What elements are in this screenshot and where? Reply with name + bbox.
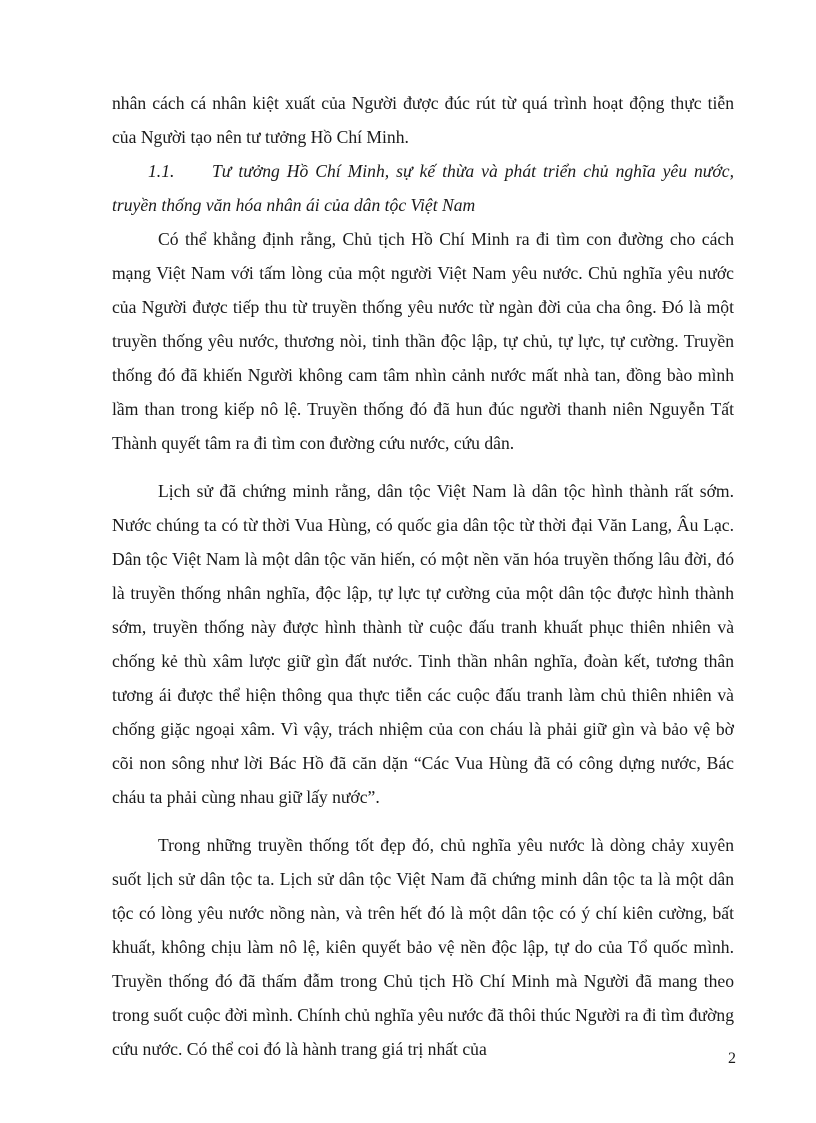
section-heading [112, 154, 734, 222]
paragraph-tradition: Trong những truyền thống tốt đẹp đó, chủ nghĩa yêu nước là dòng chảy xuyên suốt lịch sử dân tộc ta. Lịch sử dân tộc Việt Nam đã chứng minh dân tộc ta là một dân tộc có lòng yêu nước nồng nàn, và trên hết đó là một dân tộc có ý chí kiên cường, bất khuất, không chịu làm nô lệ, kiên quyết bảo vệ nền độc lập, tự do của Tổ quốc mình. Truyền thống đó đã thấm đẫm trong Chủ tịch Hồ Chí Minh mà Người đã mang theo trong suốt cuộc đời mình. Chính chủ nghĩa yêu nước đã thôi thúc Người ra đi tìm đường cứu nước. Có thể coi đó là hành trang giá trị nhất của [112, 835, 734, 1059]
paragraph-patriotism-origin: Có thể khẳng định rằng, Chủ tịch Hồ Chí Minh ra đi tìm con đường cho cách mạng Việt Nam với tấm lòng của một người Việt Nam yêu nước. Chủ nghĩa yêu nước của Người được tiếp thu từ truyền thống yêu nước từ ngàn đời của cha ông. Đó là một truyền thống yêu nước, thương nòi, tinh thần độc lập, tự chủ, tự lực, tự cường. Truyền thống đó đã khiến Người không cam tâm nhìn cảnh nước mất nhà tan, đồng bào mình lầm than trong kiếp nô lệ. Truyền thống đó đã hun đúc người thanh niên Nguyễn Tất Thành quyết tâm ra đi tìm con đường cứu nước, cứu dân. [112, 229, 734, 453]
section-title: Tư tưởng Hồ Chí Minh, sự kế thừa và phát triển chủ nghĩa yêu nước, truyền thống văn hóa nhân ái của dân tộc Việt Nam [112, 161, 734, 215]
page-number: 2 [728, 1050, 736, 1067]
section-number: 1.1. [148, 161, 175, 181]
paragraph-history: Lịch sử đã chứng minh rằng, dân tộc Việt Nam là dân tộc hình thành rất sớm. Nước chúng ta có từ thời Vua Hùng, có quốc gia dân tộc từ thời đại Văn Lang, Âu Lạc. Dân tộc Việt Nam là một dân tộc văn hiến, có một nền văn hóa truyền thống lâu đời, đó là truyền thống nhân nghĩa, độc lập, tự lực tự cường của một dân tộc được hình thành sớm, truyền thống này được hình thành từ cuộc đấu tranh khuất phục thiên nhiên và chống kẻ thù xâm lược giữ gìn đất nước. Tinh thần nhân nghĩa, đoàn kết, tương thân tương ái được thể hiện thông qua thực tiễn các cuộc đấu tranh làm chủ thiên nhiên và chống giặc ngoại xâm. Vì vậy, trách nhiệm của con cháu là phải giữ gìn và bảo vệ bờ cõi non sông như lời Bác Hồ đã căn dặn “Các Vua Hùng đã có công dựng nước, Bác cháu ta phải cùng nhau giữ lấy nước”. [112, 481, 734, 807]
document-page [112, 86, 734, 1066]
continuation-paragraph: nhân cách cá nhân kiệt xuất của Người được đúc rút từ quá trình hoạt động thực tiễn của Người tạo nên tư tưởng Hồ Chí Minh. [112, 93, 734, 147]
